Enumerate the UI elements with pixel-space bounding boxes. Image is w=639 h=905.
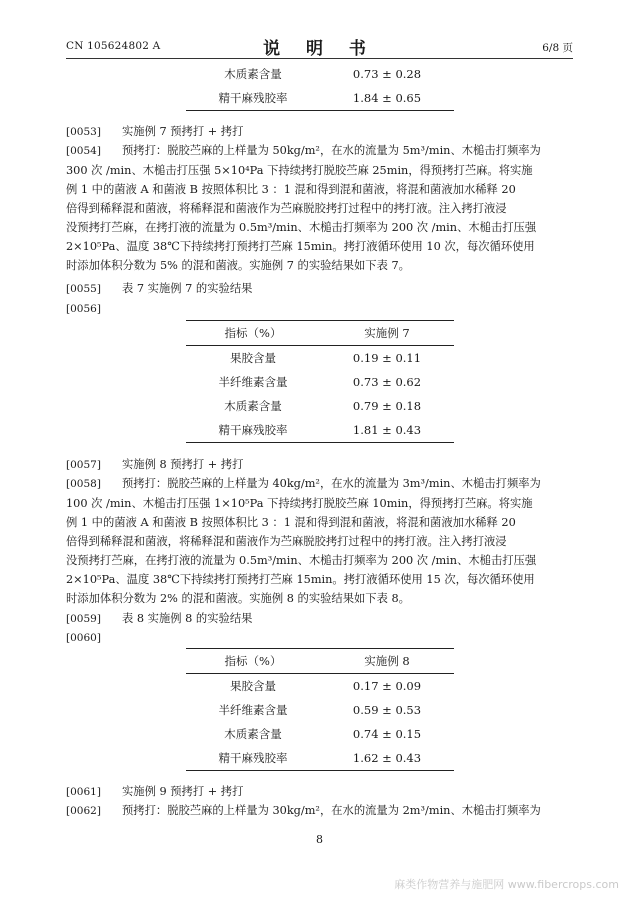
column-header: 指标（%）	[224, 654, 282, 668]
table-caption: 表 8 实施例 8 的实验结果	[122, 612, 253, 625]
cell-value: 0.59 ± 0.53	[352, 703, 422, 717]
cell-label: 果胶含量	[230, 351, 276, 365]
document-title: 说 明 书	[263, 39, 376, 59]
cell-label: 木质素含量	[224, 399, 282, 413]
paragraph-0058	[66, 474, 573, 608]
paragraph-number: [0058]	[66, 478, 101, 490]
paragraph-line: 300 次 /min、木槌击打压强 5×10⁴Pa 下持续拷打脱胶苎麻 25min，得预拷打苎麻。将实施	[66, 164, 533, 177]
cell-label: 精干麻残胶率	[218, 423, 288, 437]
header-rule	[66, 58, 573, 59]
cell-label: 果胶含量	[230, 679, 276, 693]
cell-value: 0.79 ± 0.18	[352, 399, 422, 413]
table-header-row	[186, 321, 454, 346]
paragraph-line: 没预拷打苎麻，在拷打液的流量为 0.5m³/min、木槌击打频率为 200 次 /min、木槌击打压强	[66, 554, 537, 567]
page-header	[66, 34, 573, 59]
table-row	[186, 62, 454, 86]
cell-label: 精干麻残胶率	[218, 751, 288, 765]
paragraph-line: 例 1 中的菌液 A 和菌液 B 按照体积比 3 ：1 混和得到混和菌液，将混和菌液加水稀释 20	[66, 516, 516, 529]
table-continued	[186, 62, 454, 111]
cell-label: 精干麻残胶率	[218, 91, 288, 105]
paragraph-line: 倍得到稀释混和菌液，将稀释混和菌液作为苎麻脱胶拷打过程中的拷打液。注入拷打液浸	[66, 535, 507, 548]
table-header-row	[186, 649, 454, 674]
paragraph-text: 实施例 8 预拷打 + 拷打	[122, 458, 244, 471]
paragraph-line: 倍得到稀释混和菌液，将稀释混和菌液作为苎麻脱胶拷打过程中的拷打液。注入拷打液浸	[66, 202, 507, 215]
column-header: 指标（%）	[224, 326, 282, 340]
cell-value: 1.81 ± 0.43	[352, 423, 422, 437]
cell-label: 木质素含量	[224, 67, 282, 81]
paragraph-0061	[66, 782, 573, 802]
paragraph-line: 预拷打：脱胶苎麻的上样量为 40kg/m²，在水的流量为 3m³/min、木槌击打频率为	[122, 477, 541, 490]
paragraph-0057	[66, 455, 573, 475]
paragraph-line: 2×10⁵Pa、温度 38℃下持续拷打预拷打苎麻 15min。拷打液循环使用 15 次，每次循环使用	[66, 573, 535, 586]
table-row	[186, 674, 454, 699]
paragraph-number: [0057]	[66, 459, 101, 471]
paragraph-text: 实施例 9 预拷打 + 拷打	[122, 785, 244, 798]
table-8	[186, 648, 454, 771]
table-row	[186, 746, 454, 771]
cell-value: 0.17 ± 0.09	[352, 679, 422, 693]
table-row	[186, 722, 454, 746]
table-caption: 表 7 实施例 7 的实验结果	[122, 282, 253, 295]
cell-value: 1.62 ± 0.43	[352, 751, 422, 765]
column-header: 实施例 8	[364, 654, 410, 668]
paragraph-number: [0059]	[66, 613, 101, 625]
paragraph-line: 预拷打：脱胶苎麻的上样量为 50kg/m²，在水的流量为 5m³/min、木槌击打频率为	[122, 144, 541, 157]
paragraph-number: [0054]	[66, 145, 101, 157]
paragraph-number: [0061]	[66, 786, 101, 798]
column-header: 实施例 7	[364, 326, 410, 340]
paragraph-number: [0055]	[66, 283, 101, 295]
table-row	[186, 418, 454, 443]
watermark: 麻类作物营养与施肥网 www.fibercrops.com	[394, 878, 619, 891]
paragraph-number: [0060]	[66, 632, 101, 644]
paragraph-line: 100 次 /min、木槌击打压强 1×10⁵Pa 下持续拷打脱胶苎麻 10min，得预拷打苎麻。将实施	[66, 497, 533, 510]
paragraph-line: 时添加体积分数为 5% 的混和菌液。实施例 7 的实验结果如下表 7。	[66, 259, 410, 272]
paragraph-0055	[66, 279, 573, 299]
table-row	[186, 370, 454, 394]
paragraph-number: [0056]	[66, 303, 101, 315]
paragraph-line: 例 1 中的菌液 A 和菌液 B 按照体积比 3 ：1 混和得到混和菌液，将混和菌液加水稀释 20	[66, 183, 516, 196]
paragraph-line: 时添加体积分数为 2% 的混和菌液。实施例 8 的实验结果如下表 8。	[66, 592, 410, 605]
cell-value: 0.74 ± 0.15	[352, 727, 422, 741]
paragraph-0053	[66, 122, 573, 142]
table-row	[186, 394, 454, 418]
paragraph-number: [0053]	[66, 126, 101, 138]
table-row	[186, 86, 454, 111]
cell-value: 0.73 ± 0.28	[352, 67, 422, 81]
paragraph-number: [0062]	[66, 805, 101, 817]
paragraph-line: 预拷打：脱胶苎麻的上样量为 30kg/m²，在水的流量为 2m³/min、木槌击打频率为	[122, 804, 541, 817]
patent-number: CN 105624802 A	[66, 40, 161, 52]
cell-label: 木质素含量	[224, 727, 282, 741]
cell-value: 1.84 ± 0.65	[352, 91, 422, 105]
table-row	[186, 346, 454, 371]
cell-label: 半纤维素含量	[218, 703, 288, 717]
paragraph-0056	[66, 299, 573, 319]
table-7	[186, 320, 454, 443]
page-indicator: 6/8 页	[542, 42, 573, 54]
paragraph-0054	[66, 141, 573, 275]
cell-value: 0.73 ± 0.62	[352, 375, 422, 389]
paragraph-line: 2×10⁵Pa、温度 38℃下持续拷打预拷打苎麻 15min。拷打液循环使用 10 次，每次循环使用	[66, 240, 535, 253]
paragraph-0059	[66, 609, 573, 629]
paragraph-0062	[66, 801, 573, 821]
table-row	[186, 698, 454, 722]
paragraph-text: 实施例 7 预拷打 + 拷打	[122, 125, 244, 138]
page-number: 8	[316, 833, 323, 846]
paragraph-line: 没预拷打苎麻，在拷打液的流量为 0.5m³/min、木槌击打频率为 200 次 /min、木槌击打压强	[66, 221, 537, 234]
cell-value: 0.19 ± 0.11	[352, 351, 422, 365]
cell-label: 半纤维素含量	[218, 375, 288, 389]
paragraph-0060	[66, 628, 573, 648]
